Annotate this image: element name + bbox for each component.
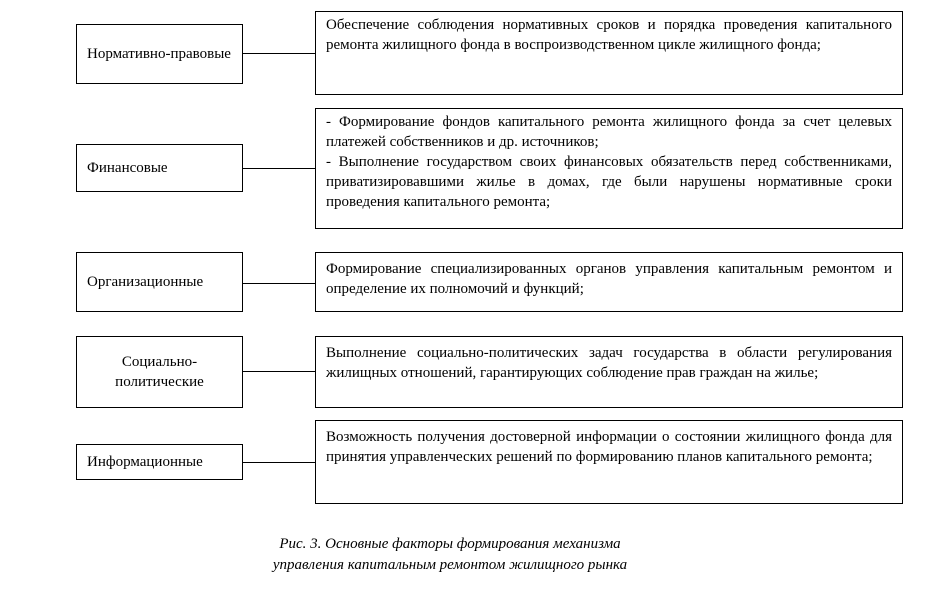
description-box-socio-political [315, 336, 903, 408]
description-box-normative-legal [315, 11, 903, 95]
factor-box-organizational [76, 252, 243, 312]
description-text: Обеспечение соблюдения нормативных сроков и порядка проведения капитального ремонта жилищного фонда в воспроизводственном цикле жилищного фонда; [326, 17, 892, 53]
connector-line [243, 53, 315, 54]
description-box-organizational [315, 252, 903, 312]
factor-box-normative-legal [76, 24, 243, 84]
description-text: Возможность получения достоверной информации о состоянии жилищного фонда для принятия управленческих решений по формированию планов капитального ремонта; [326, 429, 892, 465]
caption-line-2: управления капитальным ремонтом жилищного рынка [272, 557, 628, 573]
factor-box-socio-political [76, 336, 243, 408]
factor-label: Социально-политические [115, 354, 204, 390]
connector-line [243, 168, 315, 169]
factor-label: Финансовые [87, 160, 168, 176]
factor-box-financial [76, 144, 243, 192]
factor-box-informational [76, 444, 243, 480]
description-text: Выполнение социально-политических задач государства в области регулирования жилищных отношений, гарантирующих соблюдение прав граждан на жилье; [326, 345, 892, 381]
connector-line [243, 371, 315, 372]
factor-label: Информационные [87, 454, 203, 470]
description-text: - Формирование фондов капитального ремонта жилищного фонда за счет целевых платежей собственников и др. источников; [326, 114, 892, 150]
connector-line [243, 462, 315, 463]
description-box-informational [315, 420, 903, 504]
connector-line [243, 283, 315, 284]
factor-label: Организационные [87, 274, 204, 290]
description-box-financial [315, 108, 903, 229]
figure-caption [200, 534, 700, 576]
description-text: Формирование специализированных органов управления капитальным ремонтом и определение их полномочий и функций; [326, 261, 892, 297]
description-text: - Выполнение государством своих финансовых обязательств перед собственниками, приватизировавшими жилье в домах, где были нарушены нормативные сроки проведения капитального ремонта; [326, 154, 892, 210]
factor-label: Нормативно-правовые [87, 46, 231, 62]
caption-line-1: Рис. 3. Основные факторы формирования механизма [279, 536, 621, 552]
